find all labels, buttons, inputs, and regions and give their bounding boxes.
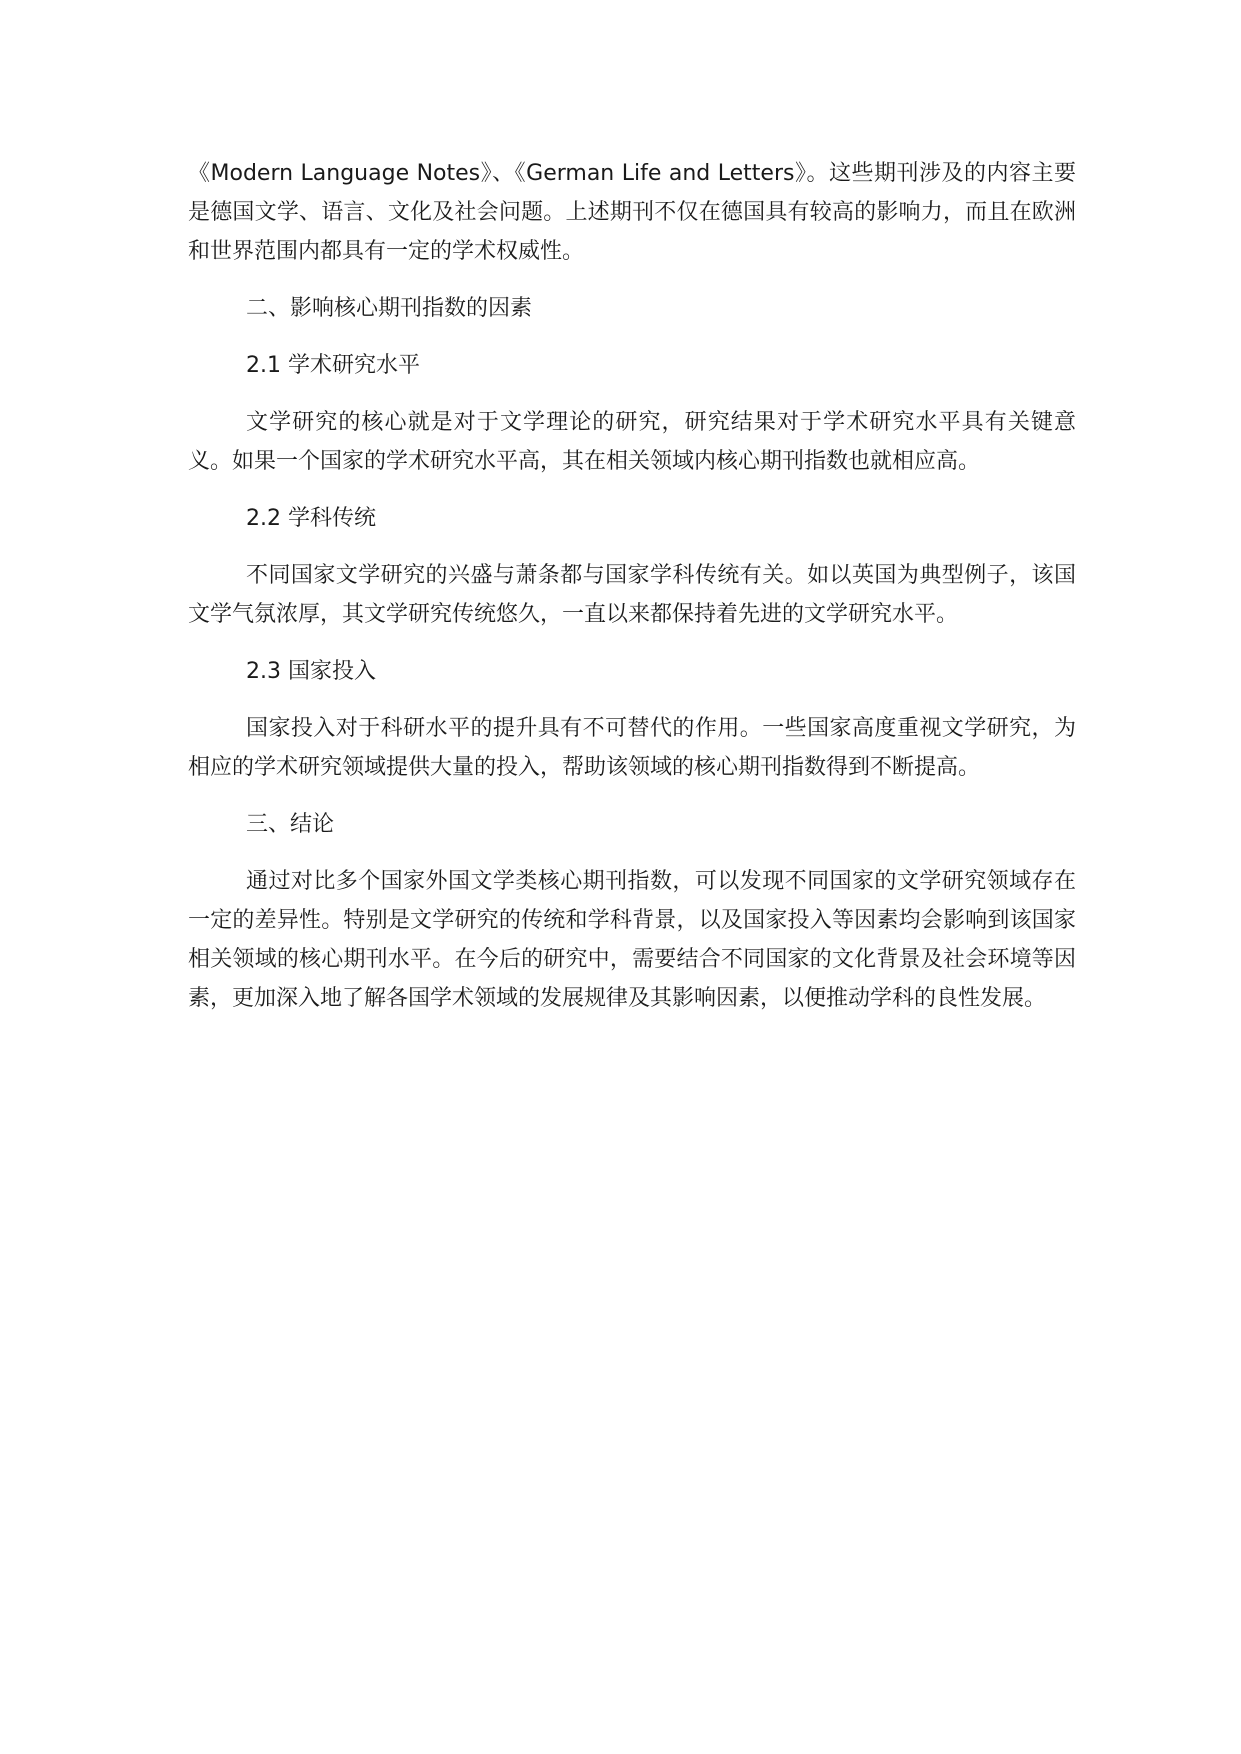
subsection-heading-2-3: 2.3 国家投入 (246, 659, 376, 684)
paragraph-research-level: 文学研究的核心就是对于文学理论的研究，研究结果对于学术研究水平具有关键意义。如果一个国家的学术研究水平高，其在相关领域内核心期刊指数也就相应高。 (188, 410, 1076, 474)
subsection-heading-2-1: 2.1 学术研究水平 (246, 353, 420, 378)
paragraph-national-investment: 国家投入对于科研水平的提升具有不可替代的作用。一些国家高度重视文学研究，为相应的学术研究领域提供大量的投入，帮助该领域的核心期刊指数得到不断提高。 (188, 716, 1076, 780)
paragraph-journals: 《Modern Language Notes》、《German Life and Letters》。这些期刊涉及的内容主要是德国文学、语言、文化及社会问题。上述期刊不仅在德国具有较高的影响力，而且在欧洲和世界范围内都具有一定的学术权威性。 (188, 161, 1076, 264)
paragraph-discipline-tradition: 不同国家文学研究的兴盛与萧条都与国家学科传统有关。如以英国为典型例子，该国文学气氛浓厚，其文学研究传统悠久，一直以来都保持着先进的文学研究水平。 (188, 563, 1076, 627)
section-heading-conclusion: 三、结论 (246, 812, 335, 837)
document-body (188, 154, 1076, 1036)
paragraph-conclusion: 通过对比多个国家外国文学类核心期刊指数，可以发现不同国家的文学研究领域存在一定的差异性。特别是文学研究的传统和学科背景，以及国家投入等因素均会影响到该国家相关领域的核心期刊水平。在今后的研究中，需要结合不同国家的文化背景及社会环境等因素，更加深入地了解各国学术领域的发展规律及其影响因素，以便推动学科的良性发展。 (188, 869, 1076, 1011)
section-heading-factors: 二、影响核心期刊指数的因素 (246, 296, 533, 321)
subsection-heading-2-2: 2.2 学科传统 (246, 506, 376, 531)
